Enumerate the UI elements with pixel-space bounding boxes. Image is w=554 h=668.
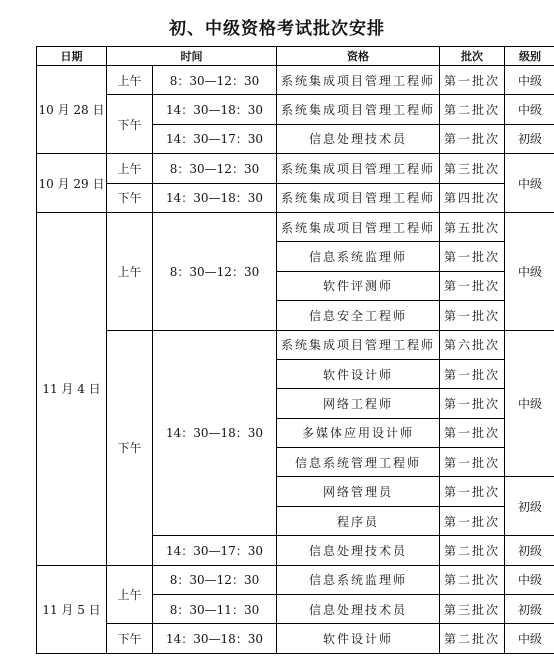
qualification-cell: 信息系统监理师 [277,242,440,271]
batch-cell: 第一批次 [440,124,505,153]
batch-cell: 第一批次 [440,418,505,447]
batch-cell: 第一批次 [440,242,505,271]
qualification-cell: 信息系统管理工程师 [277,448,440,477]
header-batch: 批次 [440,47,505,66]
date-cell: 10 月 28 日 [37,66,107,154]
qualification-cell: 系统集成项目管理工程师 [277,66,440,95]
qualification-cell: 系统集成项目管理工程师 [277,212,440,241]
table-row [37,66,554,95]
date-cell: 10 月 29 日 [37,154,107,213]
qualification-cell: 系统集成项目管理工程师 [277,95,440,124]
header-level: 级别 [505,47,554,66]
level-cell: 初级 [505,477,554,536]
batch-cell: 第四批次 [440,183,505,212]
qualification-cell: 信息处理技术员 [277,124,440,153]
qualification-cell: 网络管理员 [277,477,440,506]
header-row [37,47,554,66]
time-cell: 14：30—18：30 [153,183,277,212]
level-cell: 中级 [505,212,554,330]
period-cell: 下午 [107,95,153,154]
level-cell: 初级 [505,595,554,624]
qualification-cell: 系统集成项目管理工程师 [277,154,440,183]
time-cell: 8：30—12：30 [153,565,277,594]
date-cell: 11 月 5 日 [37,565,107,653]
qualification-cell: 程序员 [277,506,440,535]
qualification-cell: 信息处理技术员 [277,595,440,624]
period-cell: 上午 [107,66,153,95]
qualification-cell: 系统集成项目管理工程师 [277,183,440,212]
batch-cell: 第二批次 [440,536,505,565]
header-qualification: 资格 [277,47,440,66]
qualification-cell: 软件设计师 [277,624,440,653]
table-row [37,95,554,124]
level-cell: 中级 [505,624,554,653]
batch-cell: 第一批次 [440,66,505,95]
batch-cell: 第三批次 [440,595,505,624]
period-cell: 上午 [107,565,153,624]
page-title: 初、中级资格考试批次安排 [169,19,385,39]
time-cell: 8：30—11：30 [153,595,277,624]
level-cell: 初级 [505,536,554,565]
time-cell: 8：30—12：30 [153,212,277,330]
schedule-table [36,46,554,654]
time-cell: 14：30—17：30 [153,536,277,565]
time-cell: 14：30—18：30 [153,624,277,653]
qualification-cell: 软件设计师 [277,359,440,388]
header-time: 时间 [107,47,277,66]
batch-cell: 第一批次 [440,448,505,477]
qualification-cell: 信息系统监理师 [277,565,440,594]
qualification-cell: 多媒体应用设计师 [277,418,440,447]
qualification-cell: 系统集成项目管理工程师 [277,330,440,359]
batch-cell: 第一批次 [440,506,505,535]
period-cell: 上午 [107,154,153,183]
batch-cell: 第二批次 [440,624,505,653]
time-cell: 14：30—18：30 [153,95,277,124]
qualification-cell: 软件评测师 [277,271,440,300]
header-date: 日期 [37,47,107,66]
table-row [37,183,554,212]
period-cell: 下午 [107,330,153,565]
date-cell: 11 月 4 日 [37,212,107,565]
table-row [37,154,554,183]
level-cell: 中级 [505,66,554,95]
level-cell: 中级 [505,330,554,477]
time-cell: 8：30—12：30 [153,154,277,183]
qualification-cell: 信息处理技术员 [277,536,440,565]
batch-cell: 第二批次 [440,95,505,124]
batch-cell: 第一批次 [440,271,505,300]
table-row [37,624,554,653]
time-cell: 8：30—12：30 [153,66,277,95]
time-cell: 14：30—17：30 [153,124,277,153]
level-cell: 初级 [505,124,554,153]
time-cell: 14：30—18：30 [153,330,277,536]
batch-cell: 第五批次 [440,212,505,241]
batch-cell: 第二批次 [440,565,505,594]
period-cell: 下午 [107,183,153,212]
level-cell: 中级 [505,95,554,124]
qualification-cell: 信息安全工程师 [277,301,440,330]
level-cell: 中级 [505,565,554,594]
batch-cell: 第一批次 [440,359,505,388]
level-cell: 中级 [505,154,554,213]
table-row [37,212,554,241]
period-cell: 上午 [107,212,153,330]
table-row [37,565,554,594]
batch-cell: 第一批次 [440,477,505,506]
period-cell: 下午 [107,624,153,653]
batch-cell: 第一批次 [440,389,505,418]
table-row [37,330,554,359]
batch-cell: 第三批次 [440,154,505,183]
qualification-cell: 网络工程师 [277,389,440,418]
batch-cell: 第六批次 [440,330,505,359]
batch-cell: 第一批次 [440,301,505,330]
